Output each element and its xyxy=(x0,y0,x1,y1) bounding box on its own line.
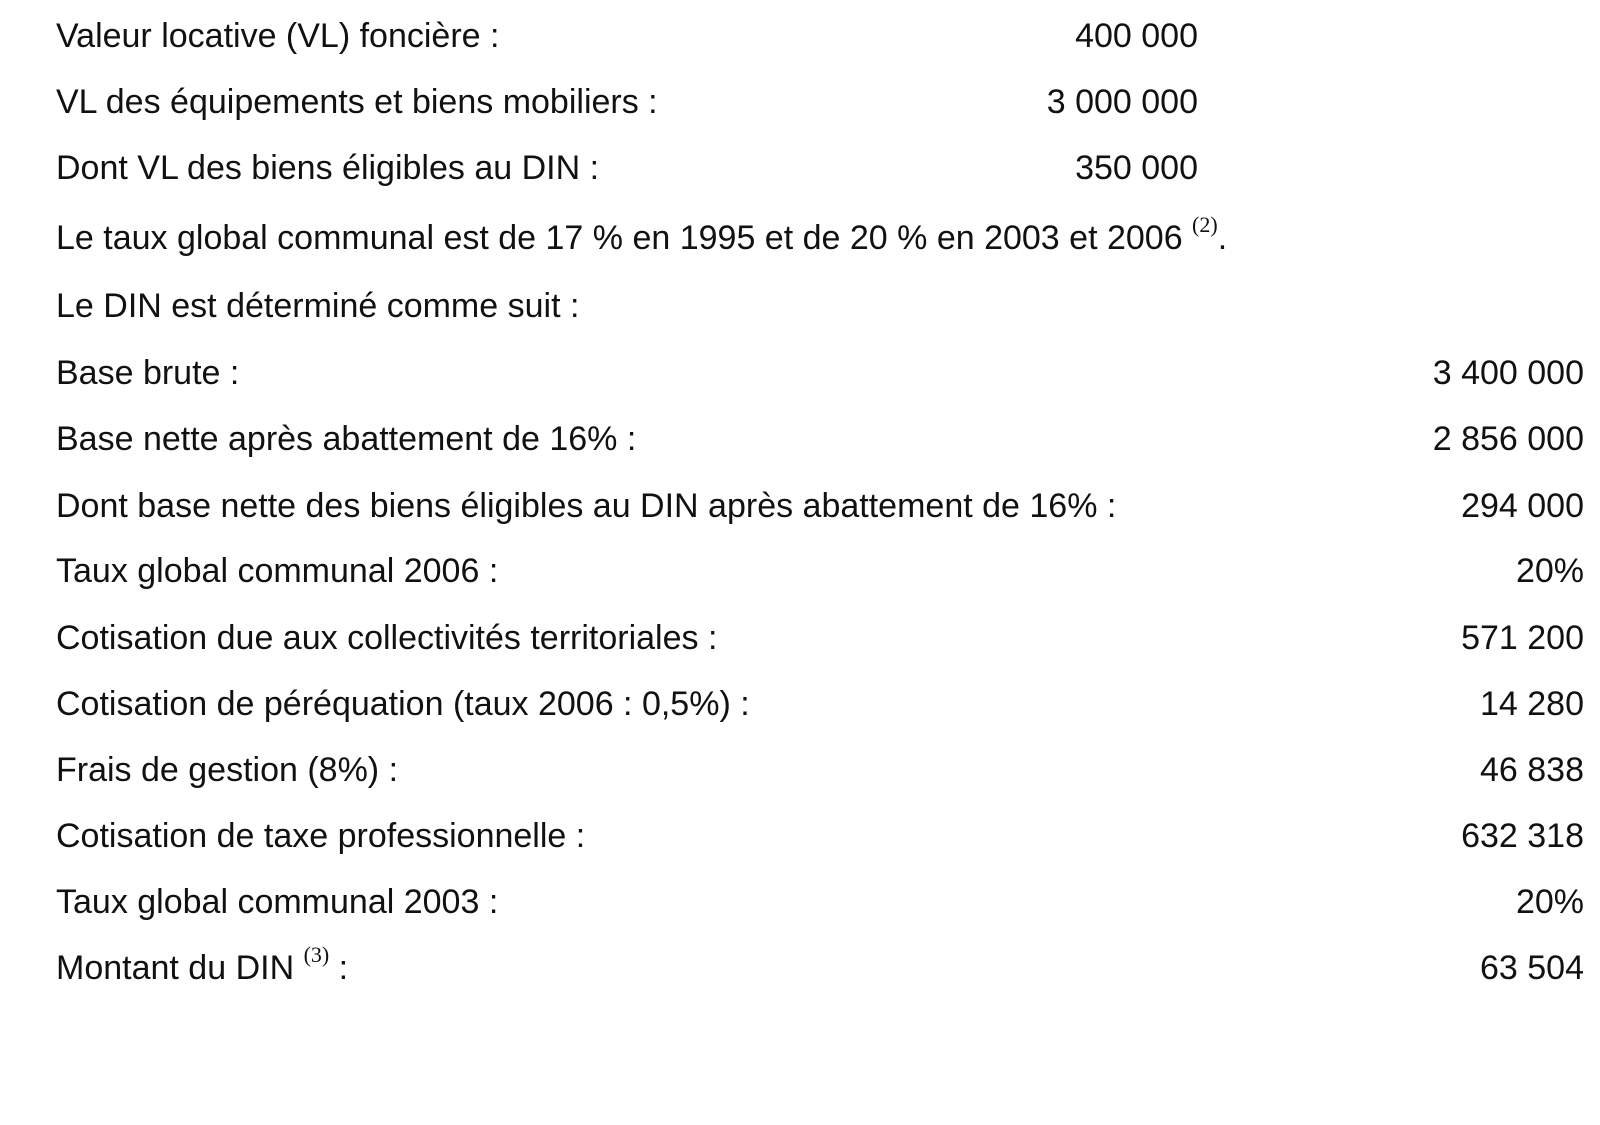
taux-2006-label: Taux global communal 2006 : xyxy=(56,552,499,590)
taux-sentence-main: Le taux global communal est de 17 % en 1995 et de 20 % en 2003 et 2006 xyxy=(56,219,1193,257)
vl-equipements-value: 3 000 000 xyxy=(1046,83,1198,121)
montant-din-value: 63 504 xyxy=(1480,949,1584,987)
taux-2003-label: Taux global communal 2003 : xyxy=(56,883,499,921)
vl-fonciere-value: 400 000 xyxy=(1075,17,1198,55)
taux-2003-value: 20% xyxy=(1515,883,1584,921)
footnote-ref-2: (2) xyxy=(1192,212,1218,237)
vl-fonciere-label: Valeur locative (VL) foncière : xyxy=(56,17,500,55)
cotisation-collectivites-label: Cotisation due aux collectivités territoriales : xyxy=(56,619,718,657)
frais-gestion-label: Frais de gestion (8%) : xyxy=(56,751,399,789)
vl-eligibles-label: Dont VL des biens éligibles au DIN : xyxy=(56,149,600,187)
frais-gestion-value: 46 838 xyxy=(1480,751,1584,789)
base-brute-value: 3 400 000 xyxy=(1432,354,1584,392)
cotisation-perequation-label: Cotisation de péréquation (taux 2006 : 0,5%) : xyxy=(56,685,750,723)
base-nette-label: Base nette après abattement de 16% : xyxy=(56,420,637,458)
vl-equipements-label: VL des équipements et biens mobiliers : xyxy=(56,83,658,121)
base-brute-label: Base brute : xyxy=(56,354,240,392)
base-nette-value: 2 856 000 xyxy=(1432,420,1584,458)
base-nette-eligibles-value: 294 000 xyxy=(1461,487,1584,525)
base-nette-eligibles-label: Dont base nette des biens éligibles au DIN après abattement de 16% : xyxy=(56,487,1117,525)
vl-eligibles-value: 350 000 xyxy=(1075,149,1198,187)
din-intro-text: Le DIN est déterminé comme suit : xyxy=(56,287,580,325)
taux-sentence-text xyxy=(56,212,1228,258)
taux-sentence-end: . xyxy=(1217,219,1228,257)
cotisation-tp-label: Cotisation de taxe professionnelle : xyxy=(56,817,586,855)
montant-din-label xyxy=(56,942,349,988)
taux-2006-value: 20% xyxy=(1515,552,1584,590)
cotisation-collectivites-value: 571 200 xyxy=(1461,619,1584,657)
montant-din-label-after: : xyxy=(329,949,349,987)
footnote-ref-3: (3) xyxy=(303,942,330,967)
cotisation-perequation-value: 14 280 xyxy=(1480,685,1584,723)
cotisation-tp-value: 632 318 xyxy=(1461,817,1584,855)
montant-din-label-before: Montant du DIN xyxy=(56,949,304,987)
